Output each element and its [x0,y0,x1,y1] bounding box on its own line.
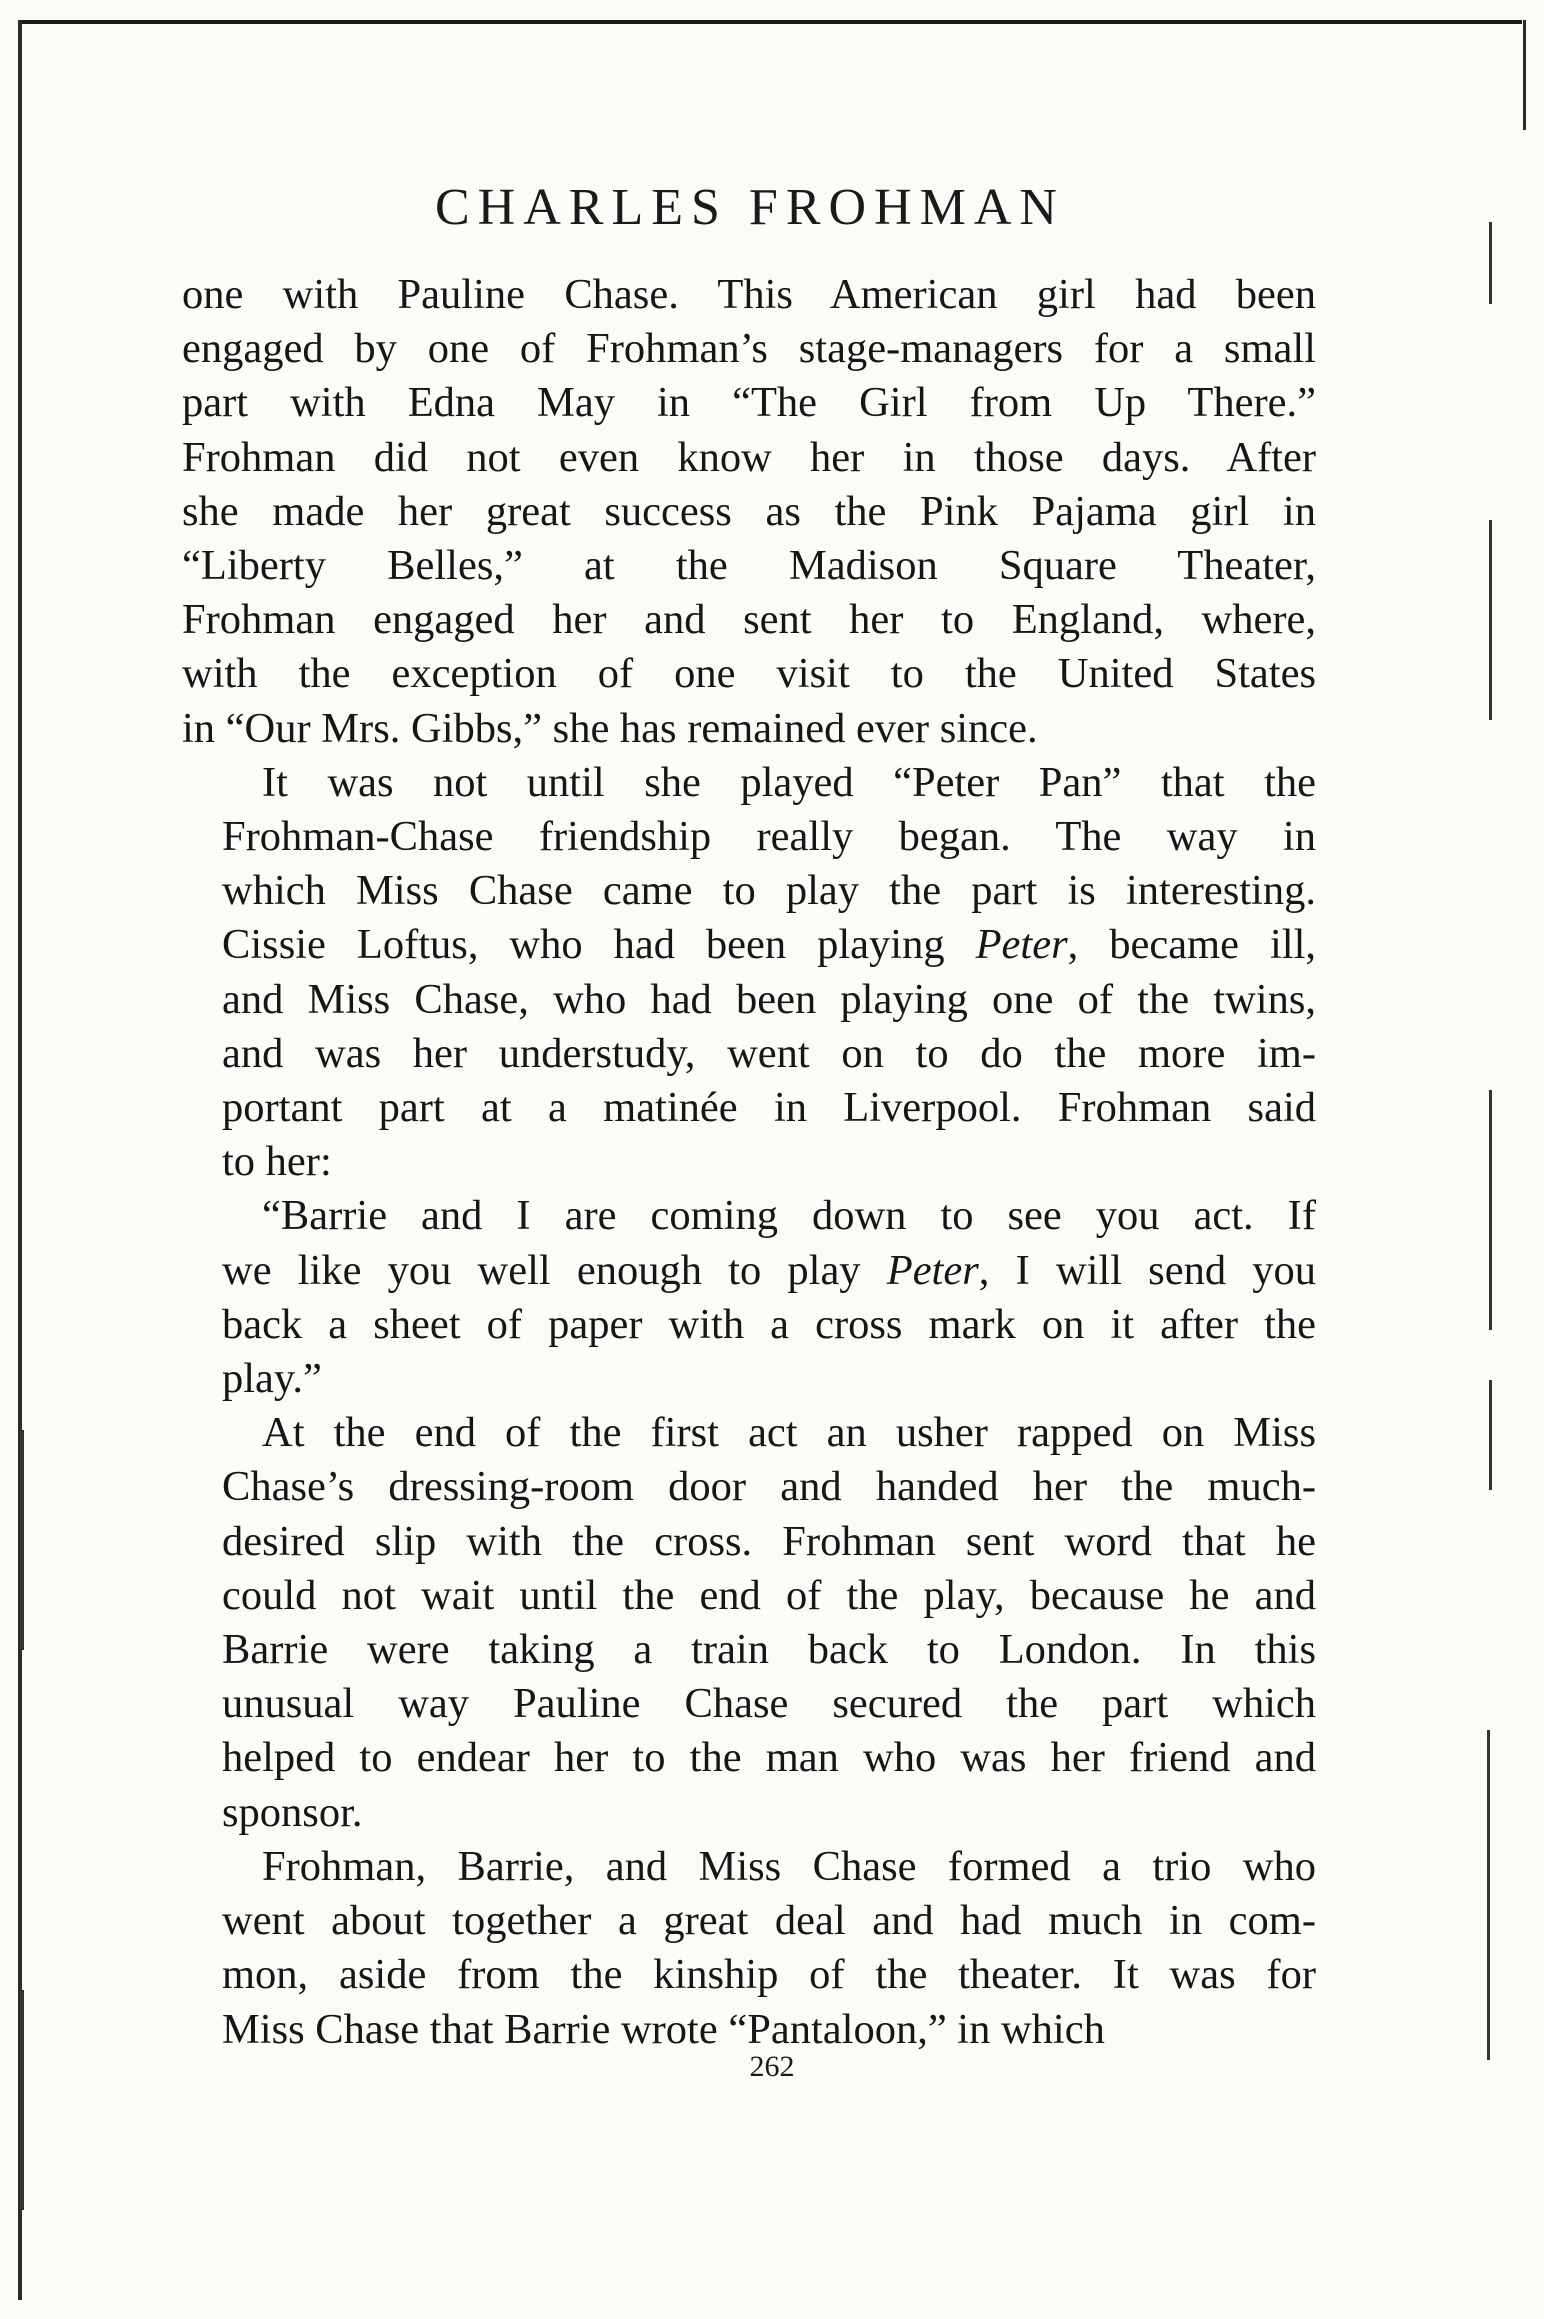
text-line: portant part at a matinée in Liverpool. Frohman said [222,1084,1316,1132]
scan-mark [1489,222,1492,304]
scan-mark [1489,1090,1492,1330]
text-line: sponsor. [222,1788,363,1836]
text-line: desired slip with the cross. Frohman sent word that he [222,1517,1316,1565]
text-line: Frohman did not even know her in those days. After [182,433,1316,481]
text-line: engaged by one of Frohman’s stage-managers for a small [182,325,1316,373]
text-line: which Miss Chase came to play the part is interesting. [222,867,1316,915]
text-line: play.” [222,1355,322,1403]
text-line: At the end of the first act an usher rapped on Miss [262,1409,1316,1457]
running-header: CHARLES FROHMAN [435,179,1065,236]
text-line: back a sheet of paper with a cross mark on it after the [222,1300,1316,1348]
scan-mark [1489,520,1492,720]
text-line: in “Our Mrs. Gibbs,” she has remained ever since. [182,704,1038,752]
text-line: and was her understudy, went on to do the more im- [222,1029,1316,1077]
text-line: went about together a great deal and had much in com- [222,1897,1316,1945]
scan-mark [1487,1730,1490,2060]
text-line: Chase’s dressing-room door and handed her the much- [222,1463,1316,1511]
text-line: one with Pauline Chase. This American girl had been [182,271,1316,318]
scan-mark [1489,1380,1492,1490]
body-text [182,268,1316,2057]
paragraph [182,1189,1316,1406]
text-line: to her: [222,1138,332,1186]
text-line: Cissie Loftus, who had been playing Peter, became ill, [222,921,1316,969]
text-line: Barrie were taking a train back to London. In this [222,1626,1316,1674]
page-number: 262 [749,2050,795,2083]
text-line: mon, aside from the kinship of the theater. It was for [222,1951,1316,1999]
scan-edge-left [18,20,22,2300]
text-line: “Barrie and I are coming down to see you act. If [262,1192,1316,1240]
scan-mark [20,1990,24,2210]
text-line: we like you well enough to play Peter, I will send you [222,1246,1316,1294]
text-line: with the exception of one visit to the United States [182,650,1316,698]
text-line: “Liberty Belles,” at the Madison Square Theater, [182,542,1316,590]
paragraph [182,1840,1316,2057]
scan-edge-right [1523,20,1526,130]
paragraph [182,1406,1316,1840]
text-line: Miss Chase that Barrie wrote “Pantaloon,” in which [222,2005,1105,2053]
text-line: part with Edna May in “The Girl from Up There.” [182,379,1316,427]
text-line: helped to endear her to the man who was her friend and [222,1734,1316,1782]
text-line: unusual way Pauline Chase secured the part which [222,1680,1316,1728]
text-line: Frohman-Chase friendship really began. The way in [222,813,1316,861]
text-line: could not wait until the end of the play, because he and [222,1571,1316,1619]
scan-mark [20,1430,24,1650]
paragraph [182,268,1316,756]
text-line: Frohman, Barrie, and Miss Chase formed a trio who [262,1842,1316,1890]
text-line: she made her great success as the Pink Pajama girl in [182,487,1316,535]
text-line: It was not until she played “Peter Pan” that the [262,758,1316,806]
text-line: and Miss Chase, who had been playing one of the twins, [222,975,1316,1023]
paragraph [182,756,1316,1190]
scan-edge-top [20,20,1522,24]
text-line: Frohman engaged her and sent her to England, where, [182,596,1316,644]
